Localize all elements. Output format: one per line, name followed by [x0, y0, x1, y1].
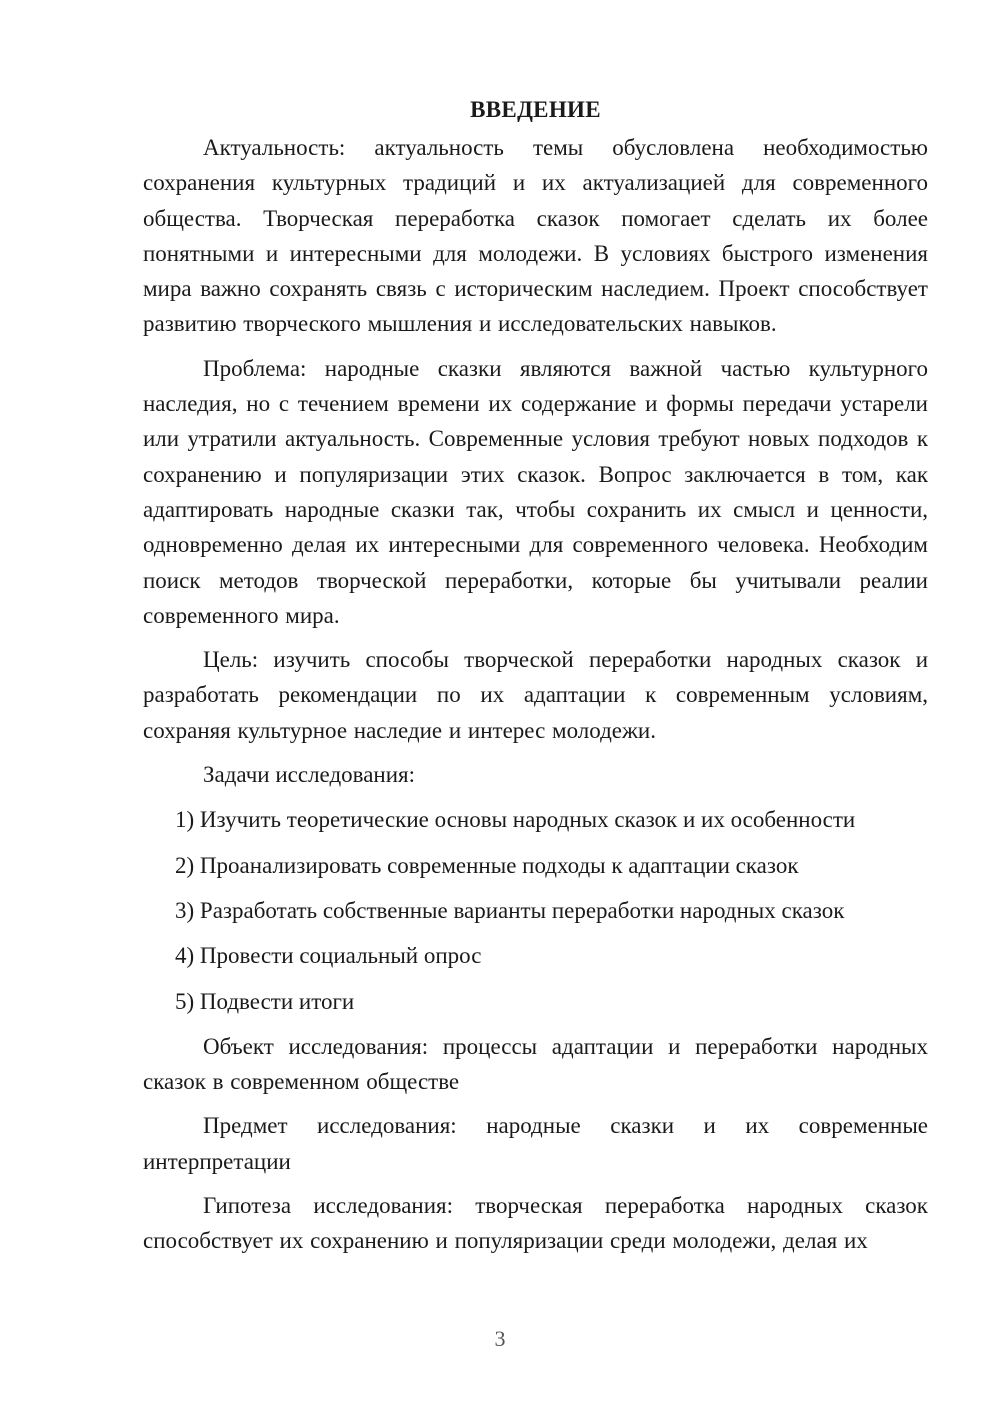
task-item: 3) Разработать собственные варианты переработки народных сказок — [175, 897, 845, 923]
page-number: 3 — [494, 1326, 506, 1351]
tasks-list — [143, 802, 928, 1018]
task-item: 4) Провести социальный опрос — [175, 943, 482, 969]
subject-paragraph: Предмет исследования: народные сказки и их современные интерпретации — [143, 1113, 928, 1174]
task-item: 1) Изучить теоретические основы народных сказок и их особенности — [175, 807, 856, 833]
tasks-heading: Задачи исследования: — [203, 762, 416, 788]
problem-paragraph: Проблема: народные сказки являются важной частью культурного наследия, но с течением времени их содержание и формы передачи устарели или утратили актуальность. Современные условия требуют новых подходов к сохранению и популяризации этих сказок. Вопрос заключается в том, как адаптировать народные сказки так, чтобы сохранить их смысл и ценности, одновременно делая их интересными для современного человека. Необходим поиск методов творческой переработки, которые бы учитывали реалии современного мира. — [143, 355, 928, 628]
task-item: 5) Подвести итоги — [175, 988, 355, 1014]
hypothesis-paragraph: Гипотеза исследования: творческая переработка народных сказок способствует их сохранению и популяризации среди молодежи, делая их — [143, 1193, 928, 1254]
page-title: ВВЕДЕНИЕ — [470, 97, 601, 122]
relevance-paragraph: Актуальность: актуальность темы обусловлена необходимостью сохранения культурных традиций и их актуализацией для современного общества. Творческая переработка сказок помогает сделать их более понятными и интересными для молодежи. В условиях быстрого изменения мира важно сохранять связь с историческим наследием. Проект способствует развитию творческого мышления и исследовательских навыков. — [143, 135, 928, 337]
object-paragraph: Объект исследования: процессы адаптации и переработки народных сказок в современном обществе — [143, 1033, 928, 1095]
document-page — [143, 90, 928, 1268]
task-item: 2) Проанализировать современные подходы к адаптации сказок — [175, 852, 799, 878]
goal-paragraph: Цель: изучить способы творческой переработки народных сказок и разработать рекомендации по их адаптации к современным условиям, сохраняя культурное наследие и интерес молодежи. — [143, 647, 928, 743]
